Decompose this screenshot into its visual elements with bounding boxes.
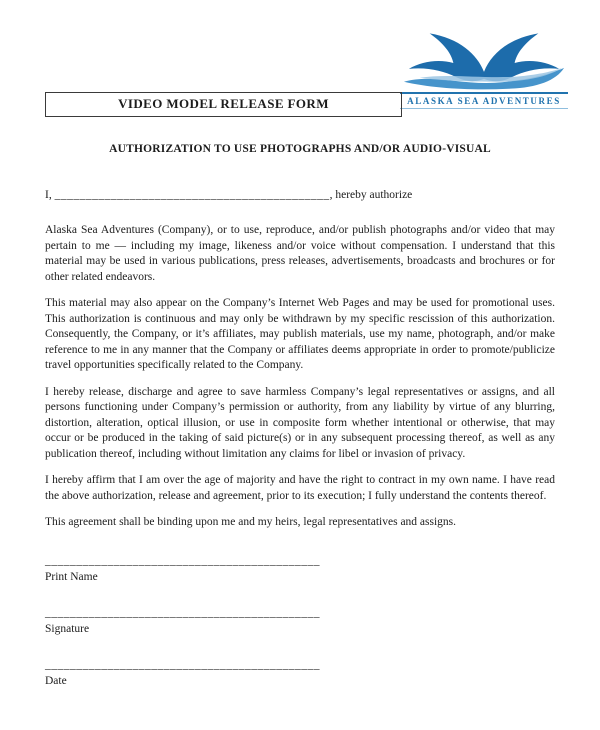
authorize-prefix: I, (45, 189, 55, 201)
paragraph-3: I hereby release, discharge and agree to save harmless Company’s legal representatives or assigns, and all persons functioning under Company’s permission or authority, from any liability by virtue of any blurring, distortion, alteration, optical illusion, or use in composite form whether intentional or otherwise, that may occur or be produced in the taking of said picture(s) or in any subsequent processing thereof, as well as any publication thereof, including without limitation any claims for libel or invasion of privacy. (45, 385, 555, 460)
form-title: VIDEO MODEL RELEASE FORM (118, 96, 329, 111)
whale-tail-icon (400, 30, 568, 92)
name-blank[interactable]: ____________________________________________ (54, 189, 330, 201)
paragraph-1: Alaska Sea Adventures (Company), or to use, reproduce, and/or publish photographs and/or video that may pertain to me — including my image, likeness and/or voice without compensation. I understand that this material may be used in various publications, press releases, advertisements, broadcasts and brochures or for other related endeavors. (45, 224, 555, 283)
authorize-suffix: , hereby authorize (329, 189, 413, 201)
date-line[interactable]: ____________________________________________ (45, 658, 320, 671)
authorize-line (45, 189, 555, 201)
form-title-box (45, 92, 402, 117)
print-name-line[interactable]: ____________________________________________ (45, 554, 320, 567)
company-name: ALASKA SEA ADVENTURES (400, 92, 568, 109)
authorization-heading: AUTHORIZATION TO USE PHOTOGRAPHS AND/OR AUDIO-VISUAL (109, 143, 491, 155)
company-logo (400, 30, 568, 109)
date-label: Date (45, 674, 67, 687)
print-name-label: Print Name (45, 570, 98, 583)
form-body (45, 143, 555, 687)
signature-field-print-name (45, 554, 555, 583)
signature-field-signature (45, 606, 555, 635)
signature-field-date (45, 658, 555, 687)
signature-label: Signature (45, 622, 90, 635)
paragraph-2: This material may also appear on the Company’s Internet Web Pages and may be used for promotional uses. This authorization is continuous and may only be withdrawn by my specific rescission of this authorization. Consequently, the Company, or it’s affiliates, may publish materials, use my name, photograph, and/or make reference to me in any manner that the Company or affiliates deems appropriate in order to promote/publicize travel opportunities specifically related to the Company. (45, 297, 555, 371)
signature-line[interactable]: ____________________________________________ (45, 606, 320, 619)
paragraph-4: I hereby affirm that I am over the age of majority and have the right to contract in my own name. I have read the above authorization, release and agreement, prior to its execution; I fully understand the contents thereof. (45, 474, 555, 502)
paragraph-5: This agreement shall be binding upon me and my heirs, legal representatives and assigns. (45, 516, 457, 528)
